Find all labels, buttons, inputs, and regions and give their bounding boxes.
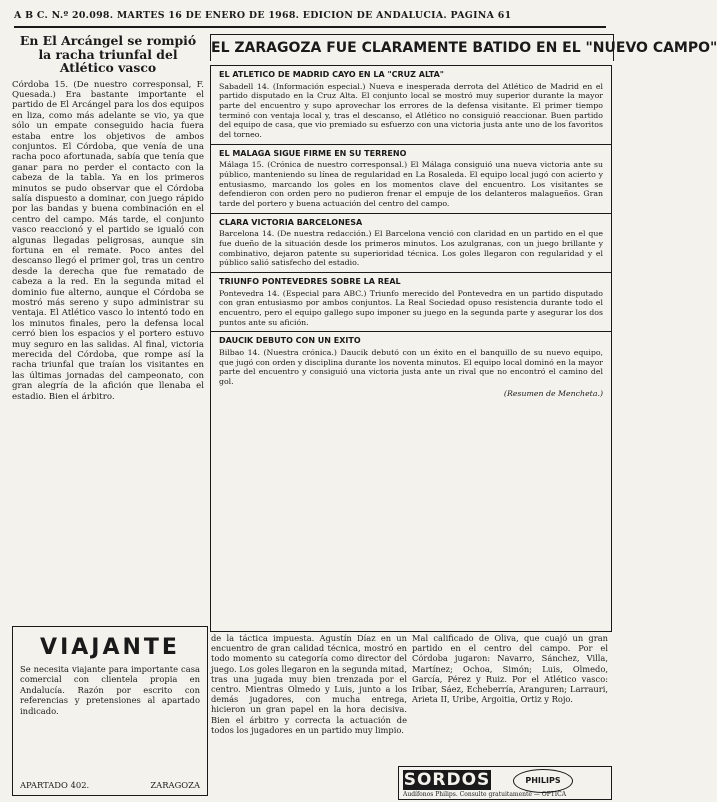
section-heading: CLARA VICTORIA BARCELONESA: [219, 217, 363, 227]
section-body: Pontevedra 14. (Especial para ABC.) Triunfo merecido del Pontevedra en un partido disputado con gran entusiasmo por ambos conjuntos. La Real Sociedad opuso resistencia durante todo el encuentro, pero el equipo gallego supo imponer su juego en la segunda parte y asegurar los dos puntos ante su afición.: [219, 288, 603, 327]
section-heading: DAUCIK DEBUTO CON UN EXITO: [219, 336, 361, 346]
main-box-title: EL ZARAGOZA FUE CLARAMENTE BATIDO EN EL "NUEVO CAMPO": [210, 34, 614, 61]
section-malaga: [211, 145, 611, 214]
section-body: Sabadell 14. (Información especial.) Nueva e inesperada derrota del Atlético de Madrid en el partido disputado en la Cruz Alta. El conjunto local se mostró muy superior durante la mayor parte del encuentro y supo aprovechar los errores de la defensa visitante. El primer tiempo terminó con ventaja local y, tras el descanso, el Atlético no consiguió reaccionar. Buen partido del equipo de casa, que vio premiado su esfuerzo con una victoria justa ante uno de los favoritos del torneo.: [219, 81, 603, 140]
section-heading: EL MALAGA SIGUE FIRME EN SU TERRENO: [219, 148, 407, 158]
ad-viajante-title: VIAJANTE: [40, 635, 180, 660]
left-article-title: En El Arcángel se rompió la racha triunfal del Atlético vasco: [19, 33, 197, 75]
section-atletico: [211, 66, 611, 145]
section-body: Barcelona 14. (De nuestra redacción.) El Barcelona venció con claridad en un partido en el que fue dueño de la situación desde los primeros minutos. Los azulgranas, con un juego brillante y combinativo, dejaron patente su superioridad técnica. Los goles llegaron con regularidad y el público salió satisfecho del estadio.: [219, 229, 603, 268]
left-article-body: Córdoba 15. (De nuestro corresponsal, F. Quesada.) Era bastante importante el partido de El Arcángel para los dos equipos en liza, como más adelante se vio, ya que sólo un empate conseguido hacia fuera estaba entre los objetivos de ambos conjuntos. El Córdoba, que venía de una racha poco afortunada, sabía que tenía que ganar para no perder el contacto con la cabeza de la tabla. Ya en los primeros minutos se pudo observar que el Córdoba salía dispuesto a dominar, con juego rápido por las bandas y buena combinación en el centro del campo. Más tarde, el conjunto vasco reaccionó y el partido se igualó con algunas llegadas peligrosas, aunque sin fortuna en el remate. Poco antes del descanso llegó el primer gol, tras un centro desde la derecha que fue rematado de cabeza a la red. En la segunda mitad el dominio fue alterno, aunque el Córdoba se mostró más sereno y supo administrar su ventaja. El Atlético vasco lo intentó todo en los minutos finales, pero la defensa local cerró bien los espacios y el portero estuvo muy seguro en las salidas. Al final, victoria merecida del Córdoba, que rompe así la racha triunfal que traían los visitantes en las últimas jornadas del campeonato, con gran alegría de la afición que llenaba el estadio. Bien el árbitro.: [12, 79, 204, 402]
right-column-text: Mal calificado de Oliva, que cuajó un gran partido en el centro del campo. Por el Córdoba jugaron: Navarro, Sánchez, Villa, Martínez; Ochoa, Simón; Luis, Olmedo, García, Pérez y Ruiz. Por el Atlético vasco: Iribar, Sáez, Echeberría, Aranguren; Larrauri, Arieta II, Uribe, Argoitia, Ortiz y Rojo.: [412, 633, 608, 705]
ad-viajante-footer-right: ZARAGOZA: [150, 780, 200, 790]
ad-viajante-body: Se necesita viajante para importante casa comercial con clientela propia en Andalucía. Razón por escrito con referencias y pretensiones al apartado indicado.: [20, 664, 200, 716]
section-body: Málaga 15. (Crónica de nuestro corresponsal.) El Málaga consiguió una nueva victoria ante su público, manteniendo su línea de regularidad en La Rosaleda. El equipo local jugó con acierto y entusiasmo, marcando los goles en los momentos clave del encuentro. Los visitantes se defendieron con orden pero no pudieron frenar el empuje de los delanteros malagueños. Gran tarde del portero y buena actuación del centro del campo.: [219, 160, 603, 209]
ad-sordos-fine-print: Audífonos Philips. Consulte gratuitamente — OPTICA: [403, 791, 567, 798]
ad-sordos: [398, 766, 612, 800]
ad-viajante-footer: [20, 780, 200, 790]
main-box: [210, 65, 612, 632]
section-body: Bilbao 14. (Nuestra crónica.) Daucik debutó con un éxito en el banquillo de su nuevo equipo, que jugó con orden y disciplina durante los noventa minutos. El equipo local dominó en la mayor parte del encuentro y consiguió una victoria justa ante un rival que no encontró el camino del gol.: [219, 347, 603, 386]
section-barcelona: [211, 214, 611, 273]
page-header: A B C. N.º 20.098. MARTES 16 DE ENERO DE 1968. EDICION DE ANDALUCIA. PAGINA 61: [14, 10, 512, 21]
middle-column-text: de la táctica impuesta. Agustín Díaz en un encuentro de gran calidad técnica, mostró en todo momento su categoría como director del juego. Los goles llegaron en la segunda mitad, tras una jugada muy bien trenzada por el centro. Mientras Olmedo y Luis, junto a los demás jugadores, con mucha entrega, hicieron un gran papel en la hora decisiva. Bien el árbitro y correcta la actuación de todos los jugadores en un partido muy limpio.: [211, 633, 407, 735]
section-daucik: [211, 332, 611, 401]
philips-logo-icon: PHILIPS: [513, 769, 573, 793]
ad-sordos-title: SORDOS: [403, 770, 491, 790]
section-pontevedra: [211, 273, 611, 332]
left-article: [12, 34, 204, 620]
ad-viajante: [12, 626, 208, 796]
section-heading: TRIUNFO PONTEVEDRES SOBRE LA REAL: [219, 277, 401, 287]
section-heading: EL ATLETICO DE MADRID CAYO EN LA "CRUZ ALTA": [219, 70, 444, 79]
header-rule: [14, 26, 606, 28]
section-signature: (Resumen de Mencheta.): [503, 388, 603, 398]
ad-viajante-footer-left: APARTADO 402.: [20, 780, 90, 790]
